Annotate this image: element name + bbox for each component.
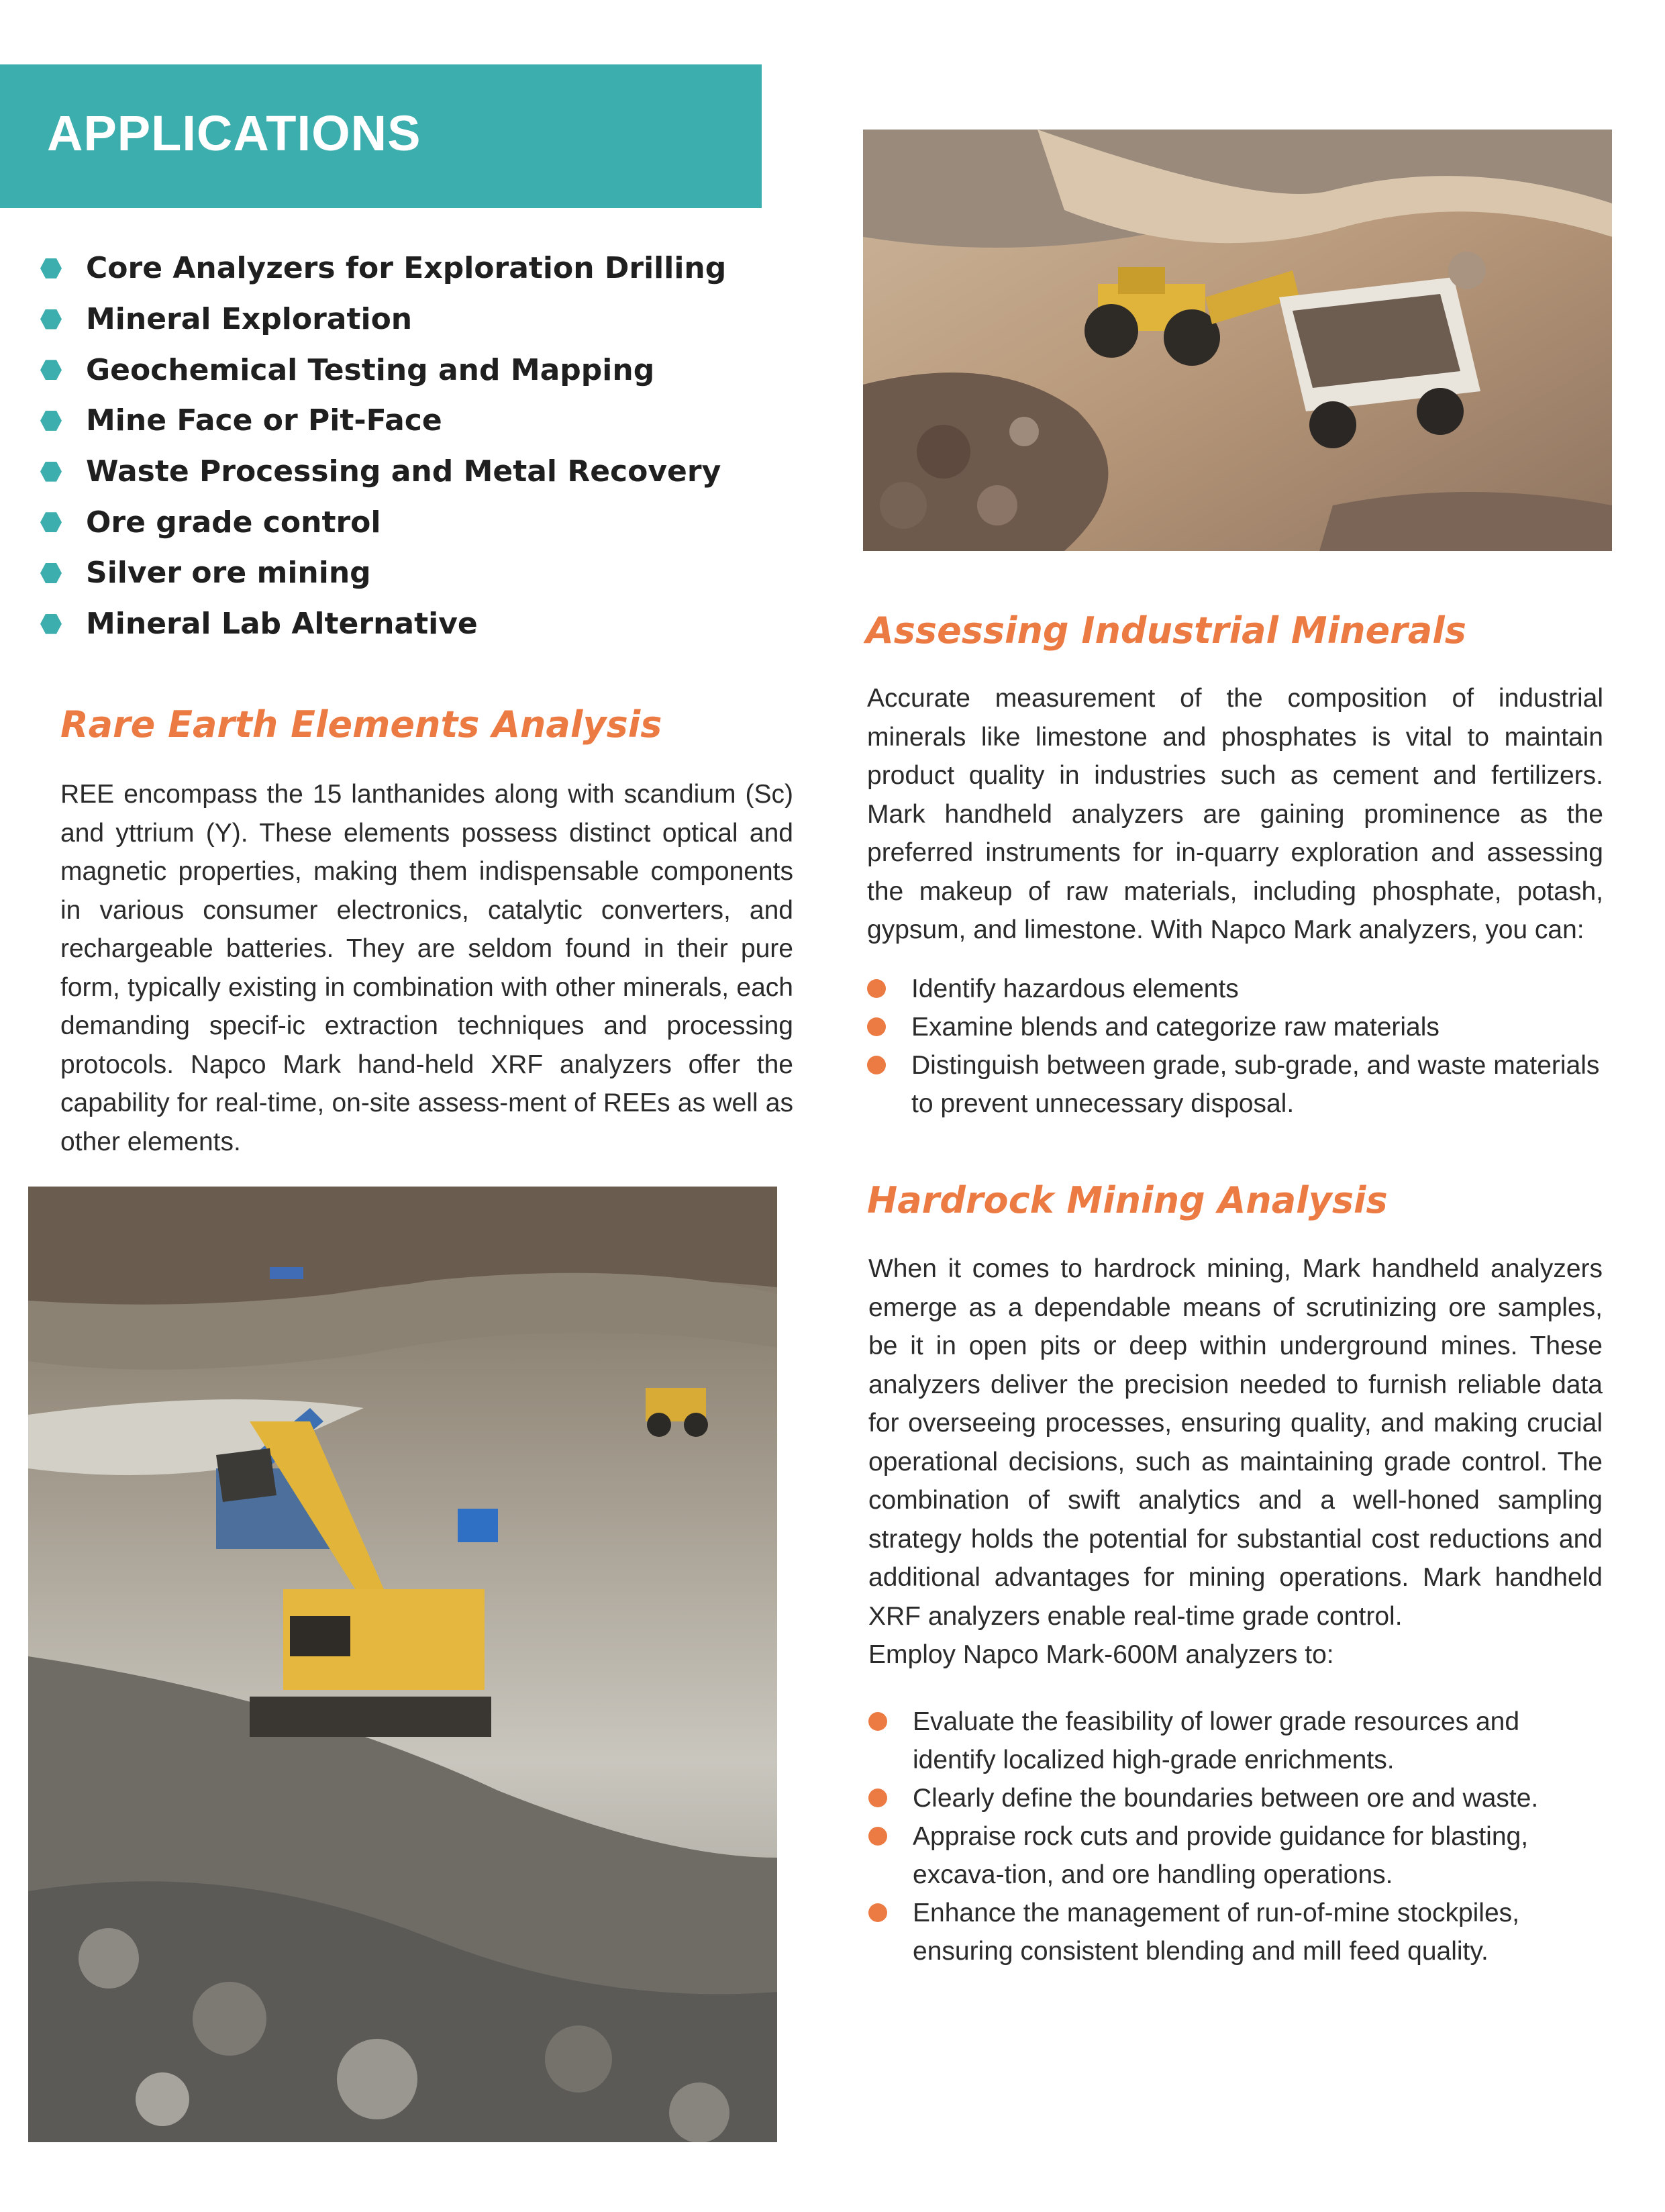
list-item: Geochemical Testing and Mapping [40, 344, 726, 395]
bullet-dot-icon [868, 1789, 887, 1807]
bullet-dot-icon [867, 1056, 886, 1074]
list-item: Mineral Exploration [40, 294, 726, 345]
excavator-quarry-photo [28, 1187, 777, 2142]
loader-truck-photo [863, 130, 1612, 551]
bullet-dot-icon [868, 1827, 887, 1846]
list-item: Distinguish between grade, sub-grade, and waste materials to prevent unnecessary disposal. [867, 1046, 1605, 1123]
hexagon-bullet-icon [40, 462, 62, 482]
applications-list [40, 243, 726, 650]
list-item: Enhance the management of run-of-mine stockpiles, ensuring consistent blending and mill feed quality. [868, 1894, 1603, 1970]
hardrock-bullet-list [868, 1703, 1603, 1970]
list-item: Appraise rock cuts and provide guidance for blasting, excava-tion, and ore handling operations. [868, 1817, 1603, 1894]
list-item: Waste Processing and Metal Recovery [40, 446, 726, 497]
list-item: Core Analyzers for Exploration Drilling [40, 243, 726, 294]
list-item: Identify hazardous elements [867, 970, 1605, 1008]
list-item: Ore grade control [40, 497, 726, 548]
hexagon-bullet-icon [40, 258, 62, 279]
bullet-dot-icon [867, 1017, 886, 1036]
industrial-bullet-list [867, 970, 1605, 1123]
industrial-heading: Assessing Industrial Minerals [866, 609, 1466, 652]
hexagon-bullet-icon [40, 360, 62, 380]
list-item: Mine Face or Pit-Face [40, 395, 726, 446]
list-item: Mineral Lab Alternative [40, 599, 726, 650]
hexagon-bullet-icon [40, 512, 62, 532]
ree-body: REE encompass the 15 lanthanides along with scandium (Sc) and yttrium (Y). These elements possess distinct optical and magnetic properties, making them indispensable components in various consumer electronics, catalytic converters, and rechargeable batteries. They are seldom found in their pure form, typically existing in combination with other minerals, each demanding specif-ic extraction techniques and processing protocols. Napco Mark hand-held XRF analyzers offer the capability for real-time, on-site assess-ment of REEs as well as other elements. [60, 780, 793, 1156]
bullet-dot-icon [868, 1712, 887, 1731]
hexagon-bullet-icon [40, 614, 62, 634]
bullet-dot-icon [868, 1903, 887, 1922]
bullet-dot-icon [867, 979, 886, 998]
list-item: Clearly define the boundaries between ore and waste. [868, 1779, 1603, 1817]
list-item: Evaluate the feasibility of lower grade resources and identify localized high-grade enrichments. [868, 1703, 1603, 1779]
hardrock-heading: Hardrock Mining Analysis [867, 1179, 1388, 1221]
applications-banner [0, 64, 762, 208]
list-item: Silver ore mining [40, 548, 726, 599]
list-item: Examine blends and categorize raw materials [867, 1008, 1605, 1046]
hardrock-intro: Employ Napco Mark-600M analyzers to: [868, 1640, 1334, 1669]
industrial-body: Accurate measurement of the composition of industrial minerals like limestone and phosphates is vital to maintain product quality in industries such as cement and fertilizers. Mark handheld analyzers are gaining prominence as the preferred instruments for in-quarry exploration and assessing the makeup of raw materials, including phosphate, potash, gypsum, and limestone. With Napco Mark analyzers, you can: [867, 684, 1603, 944]
hexagon-bullet-icon [40, 411, 62, 431]
applications-title: APPLICATIONS [47, 105, 421, 161]
hexagon-bullet-icon [40, 563, 62, 583]
hardrock-body: When it comes to hardrock mining, Mark handheld analyzers emerge as a dependable means of scrutinizing ore samples, be it in open pits or deep within underground mines. These analyzers deliver the precision needed to furnish reliable data for overseeing processes, ensuring quality, and making crucial operational decisions, such as maintaining grade control. The combination of swift analytics and a well-honed sampling strategy holds the potential for substantial cost reductions and additional advantages for mining operations. Mark handheld XRF analyzers enable real-time grade control. [868, 1254, 1603, 1631]
hexagon-bullet-icon [40, 309, 62, 330]
ree-heading: Rare Earth Elements Analysis [60, 703, 662, 746]
